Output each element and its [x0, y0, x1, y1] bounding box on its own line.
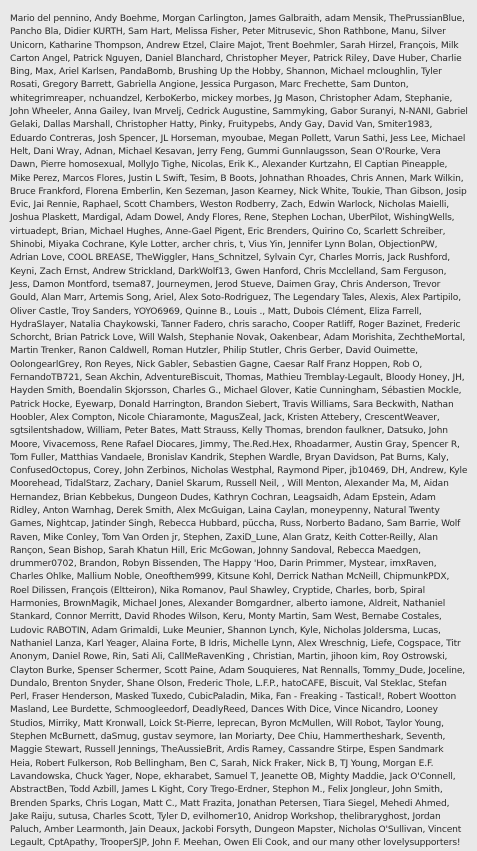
supporters-list: Mario del pennino, Andy Boehme, Morgan Carlington, James Galbraith, adam Mensik, ThePrussianBlue, Pancho Bla, Didier KURTH, Sam Hart, Melissa Fisher, Peter Mitrusevic, Shon Rathbone, Manu, Silver Unicorn, Katharine Thompson, Andrew Etzel, Claire Majot, Trent Boehmler, Sarah Hirzel, François, Milk Carton Angel, Patrick Nguyen, Daniel Blanchard, Christopher Meyer, Patrick Riley, Dave Huber, Charlie Bing, Max, Ariel Karlsen, PandaBomb, Brushing Up the Hobby, Shannon, Michael mcloughlin, Tyler Rosati, Gregory Barrett, Gabriella Angione, Jessica Purgason, Marc Frechette, Sam Dunton, whitegrimreaper, nchuandzel, KerboKerbo, mickey morbes, Jg Mason, Christopher Adam, Stephanie, John Wheeler, Anna Gailey, Ivan Mrvelj, Cedrick Augustine, Sammyking, Gabor Suranyi, N-NANI, Gabriel Gelaki, Dallas Marshall, Christopher Hatty, Pinky, Fruitypebs, Andy Gay, David Van, Smiter1983, Eduardo Contreras, Josh Spencer, JL Horseman, myoubae, Megan Pollett, Varun Sathi, Jess Lee, Michael Helt, Dani Wray, Adnan, Michael Kesavan, Jerry Feng, Gummi Gunnlaugsson, Sean O'Rourke, Vera Dawn, Pierre homosexual, MollyJo Tighe, Nicolas, Erik K., Alexander Kurtzahn, El Captian Pineapple, Mike Perez, Marcos Flores, Justin L Swift, Tesim, B Boots, Johnathan Rhoades, Chris Annen, Mark Wilkin, Bruce Frankford, Florena Emberlin, Ken Sezeman, Jason Kearney, Nick White, Toukie, Than Gibson, Josip Evic, Jai Rennie, Raphael, Scott Chambers, Weston Rodberry, Zach, Edwin Warlock, Nicholas Maielli, Joshua Plaskett, Mardigal, Adam Dowel, Andy Flores, Rene, Stephen Lochan, UberPilot, WishingWells, virtuadept, Brian, Michael Hughes, Anne-Gael Pigent, Eric Brenders, Quirino Co, Scarlett Schreiber, Shinobi, Miyaka Cochrane, Kyle Lotter, archer chris, t, Vius Yin, Jennifer Lynn Bolan, ObjectionPW, Adrian Love, COOL BREASE, TheWiggler, Hans_Schnitzel, Sylvain Cyr, Charles Morris, Jack Rushford, Keyni, Zach Ernst, Andrew Strickland, DarkWolf13, Gwen Hanford, Chris Mcclelland, Sam Ferguson, Jess, Damon Montford, tsema87, Journeymen, Jerod Stueve, Daimen Gray, Chris Anderson, Trevor Gould, Alan Marr, Artemis Song, Ariel, Alex Soto-Rodriguez, The Legendary Tales, Alexis, Alex Partipilo, Oliver Castle, Troy Sanders, YOYO6969, Quinne B., Louis ., Matt, Dubois Clément, Eliza Farrell, HydraSlayer, Natalia Chaykowski, Tanner Fadero, chris saracho, Cooper Ratliff, Roger Bazinet, Frederic Schorcht, Brian Patrick Love, Will Walsh, Stephanie Novak, Oakenbear, Adam Morishita, ZechtheMortal, Martin Trenker, Ranon Caldwell, Roman Hutzler, Philip Stutler, Chris Gerber, David Ouimette, OolongearlGrey, Ron Reyes, Nick Gabler, Sebastien Gagne, Caesar Ralf Franz Hoppen, Rob O, FernandoTB721, Sean Akchin, AdventureBiscuit, Thomas, Mathieu Tremblay-Legault, Bloody Honey, JH, Hayden Smith, Boendalin Skjorsson, Charles G., Michael Glover, Katie Cunningham, Sébastien Mockle, Patrick Hocke, Eyewarp, Donald Harrington, Brandon Siebert, Travis Williams, Sara Beckwith, Nathan Hoobler, Alex Compton, Nicole Chiaramonte, MagusZeal, Jack, Kristen Attebery, CrescentWeaver, sgtsilentshadow, William, Peter Bates, Matt Strauss, Kelly Thomas, brendon faulkner, Datsuko, John Moore, Vivacemoss, Rene Rafael Diocares, Jimmy, The.Red.Hex, Rhoadarmer, Austin Gray, Spencer R, Tom Fuller, Matthias Vandaele, Bronislav Kandrik, Stephen Wardle, Bryan Davidson, Pat Burns, Kaly, ConfusedOctopus, Corey, John Zerbinos, Nicholas Westphal, Raymond Piper, jb10469, DH, Andrew, Kyle Moorehead, TidalStarz, Zachary, Daniel Skarum, Russell Neil, , Will Menton, Alexander Ma, M, Aidan Hernandez, Brian Kebbekus, Dungeon Dudes, Kathryn Cochran, Leagsaidh, Adam Epstein, Adam Ridley, Anton Warnhag, Derek Smith, Alex McGuigan, Laina Caylan, moneypenny, Natural Twenty Games, Nightcap, Jatinder Singh, Rebecca Hubbard, püccha, Russ, Norberto Badano, Sam Barrie, Wolf Raven, Mike Conley, Tom Van Orden jr, Stephen, ZaxiD_Lune, Alan Gratz, Keith Cotter-Reilly, Alan Rançon, Sean Bishop, Sarah Khatun Hill, Eric McGowan, Johnny Sandoval, Rebecca Maedgen, drummer0702, Brandon, Robyn Bissenden, The Happy 'Hoo, Darin Primmer, Mystear, imxRaven, Charles Ohlke, Mallium Noble, Oneofthem999, Kitsune Kohl, Derrick Nathan McNeill, ChipmunkPDX, Roel Dilissen, François (Eltteiron), Nika Romanov, Paul Shawley, Cryptide, Charles, borb, Spiral Harmonies, BrownMagik, Michael Jones, Alexander Bomgardner, alberto iamone, Aldreit, Nathaniel Stankard, Connor Merritt, David Rhodes Wilson, Keru, Monty Martin, Sam West, Bernabe Costales, Ludovic RABOTIN, Adam Grimaldi, Luke Meunier, Shannon Lynch, Kyle, Nicholas Joldersma, Lucas, Nathaniel Lanza, Karl Yeager, Alaina Forte, B Idris, Michelle Lynn, Alex Wreschnig, Liefe, Cogspace, Titr Anonym, Daniel Rowe, Rin, Sati Ali, CallMeRavenKing , Christian, Martin, jihoon kim, Roy Ostrowski, Clayton Burke, Spenser Schermer, Scott Paine, Adam Souquieres, Nat Rennalls, Tommy_Dude, Joceline, Dundalo, Brenton Snyder, Shane Olson, Frederic Thole, L.F.P., hatoCAFE, Biscuit, Val Steklac, Stefan Perl, Fraser Henderson, Masked Tuxedo, CubicPaladin, Mika, Fan - Freaking - Tastical!, Robert Wootton Masland, Lee Burdette, Schmoogleedorf, DeadlyReed, Dances With Dice, Vince Nicandro, Looney Studios, Mirriky, Matt Kronwall, Loick St-Pierre, leprecan, Byron McMullen, Will Robot, Taylor Young, Stephen McBurnett, daSmug, gustav seymore, Ian Moriarty, Dee Chiu, Hammertheshark, Seventh, Maggie Stewart, Russell Jennings, TheAussieBrit, Ardis Ramey, Cassandre Stirpe, Espen Sandmark Heia, Robert Fulkerson, Rob Bellingham, Ben C, Sarah, Nick Fraker, Nick B, TJ Young, Morgan E.F. Lavandowska, Chuck Yager, Nope, ekharabet, Samuel T, Jeanette OB, Mighty Maddie, Jack O'Connell, AbstractBen, Todd Azbill, James L Kight, Cory Trego-Erdner, Stephon M., Felix Jongleur, John Smith, Brenden Sparks, Chris Logan, Matt C., Matt Frazita, Jonathan Petersen, Tiara Siegel, Mehedi Ahmed, Jake Raiju, sutusa, Charles Scott, Tyler D, evilhomer10, Anidrop Workshop, thelibraryghost, Jordan Paluch, Amber Learmonth, Jain Deaux, Jackobi Forsyth, Dungeon Mapster, Nicholas O'Sullivan, Vincent Legault, CptApathy, TrooperSJP, John F. Meehan, Owen Eli Cook, and our many other lovelysupporters! [10, 14, 468, 849]
